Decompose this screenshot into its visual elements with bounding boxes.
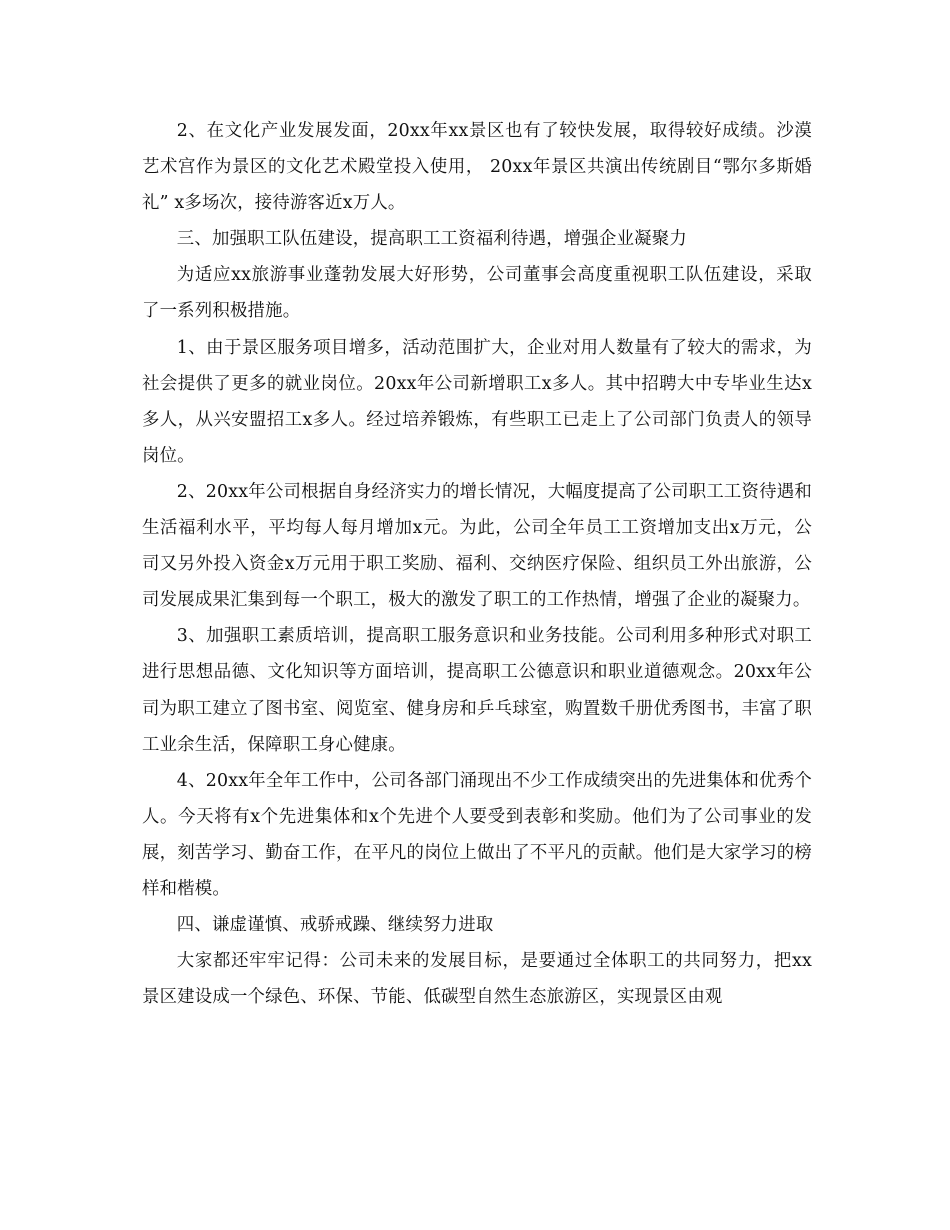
paragraph-item-4-awards: 4、20xx年全年工作中，公司各部门涌现出不少工作成绩突出的先进集体和优秀个人。今天将有x个先进集体和x个先进个人要受到表彰和奖励。他们为了公司事业的发展，刻苦学习、勤奋工作，在平凡的岗位上做出了不平凡的贡献。他们是大家学习的榜样和楷模。 xyxy=(142,770,812,899)
document-body xyxy=(142,113,812,1015)
paragraph-culture-industry: 2、在文化产业发展发面，20xx年xx景区也有了较快发展，取得较好成绩。沙漠艺术宫作为景区的文化艺术殿堂投入使用， 20xx年景区共演出传统剧目“鄂尔多斯婚礼” x多场次，接待游客近x万人。 xyxy=(142,121,812,214)
heading-section-three: 三、加强职工队伍建设，提高职工工资福利待遇，增强企业凝聚力 xyxy=(176,229,687,250)
paragraph-item-1-employment: 1、由于景区服务项目增多，活动范围扩大，企业对用人数量有了较大的需求，为社会提供了更多的就业岗位。20xx年公司新增职工x多人。其中招聘大中专毕业生达x多人，从兴安盟招工x多人。经过培养锻炼，有些职工已走上了公司部门负责人的领导岗位。 xyxy=(142,337,812,466)
heading-section-four: 四、谦虚谨慎、戒骄戒躁、继续努力进取 xyxy=(176,915,494,936)
paragraph-future-goals: 大家都还牢牢记得：公司未来的发展目标，是要通过全体职工的共同努力，把xx景区建设成一个绿色、环保、节能、低碳型自然生态旅游区，实现景区由观 xyxy=(142,951,812,1008)
paragraph-workforce-intro: 为适应xx旅游事业蓬勃发展大好形势，公司董事会高度重视职工队伍建设，采取了一系列积极措施。 xyxy=(142,265,812,322)
paragraph-item-2-wages: 2、20xx年公司根据自身经济实力的增长情况，大幅度提高了公司职工工资待遇和生活福利水平，平均每人每月增加x元。为此，公司全年员工工资增加支出x万元，公司又另外投入资金x万元用于职工奖励、福利、交纳医疗保险、组织员工外出旅游，公司发展成果汇集到每一个职工，极大的激发了职工的工作热情，增强了企业的凝聚力。 xyxy=(142,481,812,611)
paragraph-item-3-training: 3、加强职工素质培训，提高职工服务意识和业务技能。公司利用多种形式对职工进行思想品德、文化知识等方面培训，提高职工公德意识和职业道德观念。20xx年公司为职工建立了图书室、阅览室、健身房和乒乓球室，购置数千册优秀图书，丰富了职工业余生活，保障职工身心健康。 xyxy=(142,626,812,755)
